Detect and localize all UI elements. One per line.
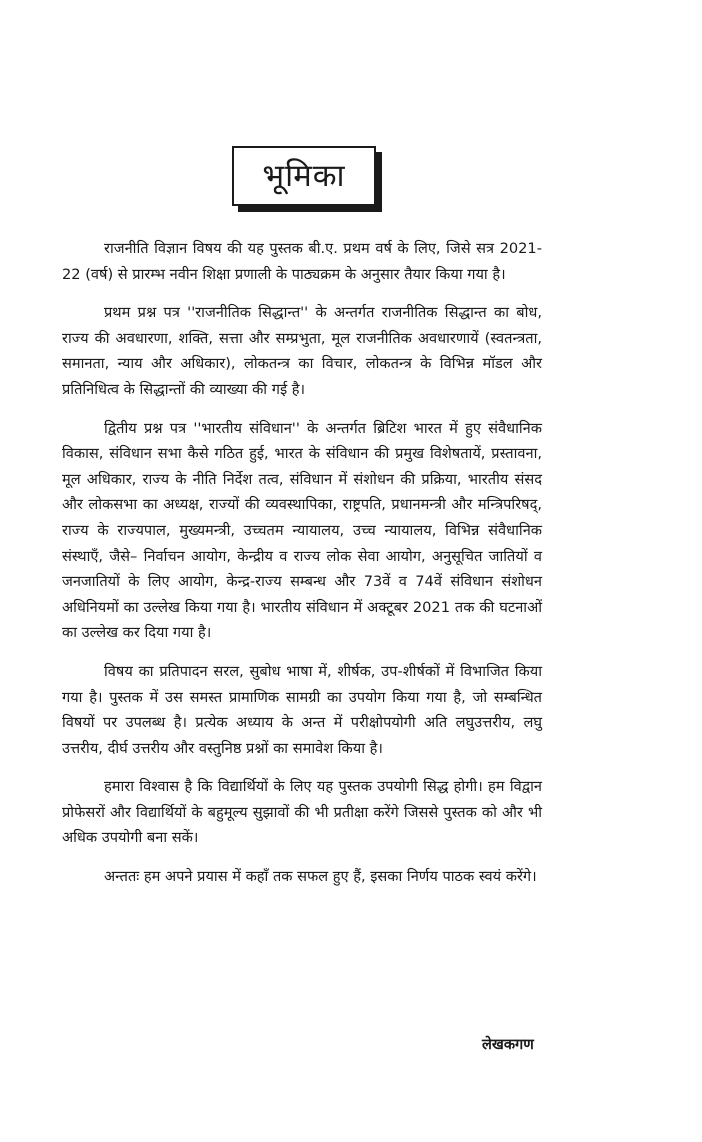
title-box	[232, 146, 376, 206]
preface-body	[62, 236, 542, 903]
paragraph-belief: हमारा विश्वास है कि विद्यार्थियों के लिए यह पुस्तक उपयोगी सिद्ध होगी। हम विद्वान प्रोफेसरों और विद्यार्थियों के बहुमूल्य सुझावों की भी प्रतीक्षा करेंगे जिससे पुस्तक को और भी अधिक उपयोगी बना सकें।	[62, 778, 542, 847]
paragraph-first-paper: प्रथम प्रश्न पत्र ''राजनीतिक सिद्धान्त'' के अन्तर्गत राजनीतिक सिद्धान्त का बोध, राज्य की अवधारणा, शक्ति, सत्ता और सम्प्रभुता, मूल राजनीतिक अवधारणायें (स्वतन्त्रता, समानता, न्याय और अधिकार), लोकतन्त्र का विचार, लोकतन्त्र के विभिन्न मॉडल और प्रतिनिधित्व के सिद्धान्तों की व्याख्या की गई है।	[62, 304, 542, 398]
paragraph-intro: राजनीति विज्ञान विषय की यह पुस्तक बी.ए. प्रथम वर्ष के लिए, जिसे सत्र 2021-22 (वर्ष) से प्रारम्भ नवीन शिक्षा प्रणाली के पाठ्यक्रम के अनुसार तैयार किया गया है।	[62, 240, 542, 283]
paragraph-second-paper: द्वितीय प्रश्न पत्र ''भारतीय संविधान'' के अन्तर्गत ब्रिटिश भारत में हुए संवैधानिक विकास, संविधान सभा कैसे गठित हुई, भारत के संविधान की प्रमुख विशेषतायें, प्रस्तावना, मूल अधिकार, राज्य के नीति निर्देश तत्व, संविधान में संशोधन की प्रक्रिया, भारतीय संसद और लोकसभा का अध्यक्ष, राज्यों की व्यवस्थापिका, राष्ट्रपति, प्रधानमन्त्री और मन्त्रिपरिषद्, राज्य के राज्यपाल, मुख्यमन्त्री, उच्चतम न्यायालय, उच्च न्यायालय, विभिन्न संवैधानिक संस्थाएँ, जैसे– निर्वाचन आयोग, केन्द्रीय व राज्य लोक सेवा आयोग, अनुसूचित जातियों व जनजातियों के लिए आयोग, केन्द्र-राज्य सम्बन्ध और 73वें व 74वें संविधान संशोधन अधिनियमों का उल्लेख किया गया है। भारतीय संविधान में अक्टूबर 2021 तक की घटनाओं का उल्लेख कर दिया गया है।	[62, 419, 542, 642]
author-signature: लेखकगण	[482, 1036, 534, 1053]
paragraph-conclusion: अन्ततः हम अपने प्रयास में कहाँ तक सफल हुए हैं, इसका निर्णय पाठक स्वयं करेंगे।	[104, 868, 537, 886]
page-title: भूमिका	[262, 157, 346, 194]
paragraph-presentation: विषय का प्रतिपादन सरल, सुबोध भाषा में, शीर्षक, उप-शीर्षकों में विभाजित किया गया है। पुस्तक में उस समस्त प्रामाणिक सामग्री का उपयोग किया गया है, जो सम्बन्धित विषयों पर उपलब्ध है। प्रत्येक अध्याय के अन्त में परीक्षोपयोगी अति लघुउत्तरीय, लघु उत्तरीय, दीर्घ उत्तरीय और वस्तुनिष्ठ प्रश्नों का समावेश किया है।	[62, 662, 542, 757]
